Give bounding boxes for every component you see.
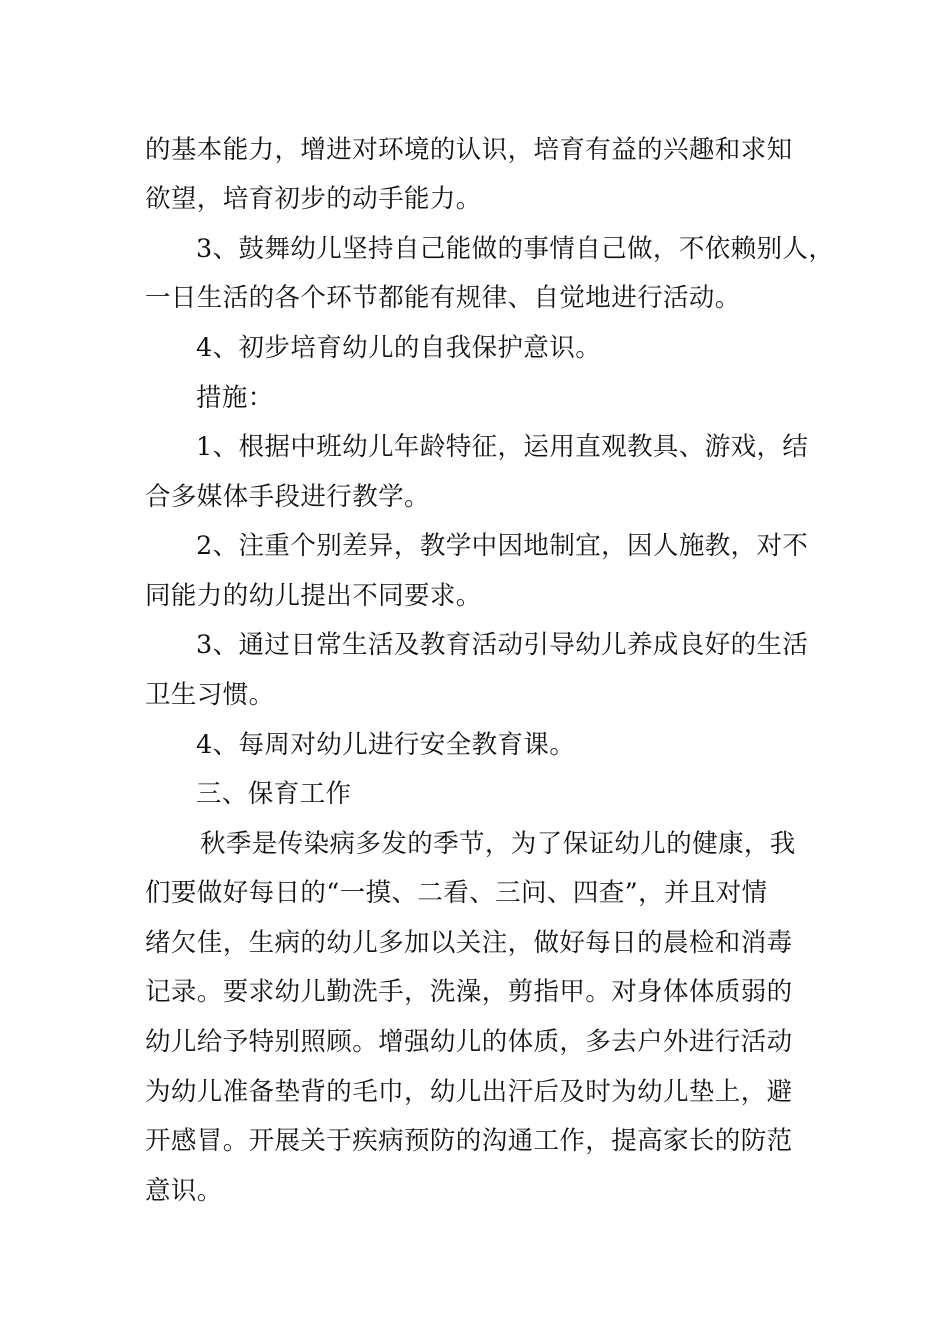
text-line-8: 合多媒体手段进行教学。 — [145, 482, 430, 512]
text-line-17: 绪欠佳，生病的幼儿多加以关注，做好每日的晨检和消毒 — [145, 928, 793, 958]
text-line-12: 卫生习惯。 — [145, 680, 275, 710]
text-line-1: 的基本能力，增进对环境的认识，培育有益的兴趣和求知 — [145, 135, 793, 165]
text-line-20: 为幼儿准备垫背的毛巾，幼儿出汗后及时为幼儿垫上，避 — [145, 1077, 793, 1107]
text-line-3: 3、鼓舞幼儿坚持自己能做的事情自己做，不依赖别人， — [196, 234, 835, 264]
text-line-7: 1、根据中班幼儿年龄特征，运用直观教具、游戏，结 — [196, 432, 809, 462]
text-line-16: 们要做好每日的“一摸、二看、三问、四查”，并且对情 — [145, 878, 768, 908]
text-line-2: 欲望，培育初步的动手能力。 — [145, 184, 482, 214]
text-line-22: 意识。 — [145, 1176, 223, 1206]
text-line-5: 4、初步培育幼儿的自我保护意识。 — [196, 333, 602, 363]
text-line-15: 秋季是传染病多发的季节，为了保证幼儿的健康，我 — [200, 829, 796, 859]
text-line-4: 一日生活的各个环节都能有规律、自觉地进行活动。 — [145, 283, 741, 313]
text-line-6: 措施： — [196, 383, 274, 413]
text-line-13: 4、每周对幼儿进行安全教育课。 — [196, 730, 576, 760]
text-line-9: 2、注重个别差异，教学中因地制宜，因人施教，对不 — [196, 531, 809, 561]
text-line-10: 同能力的幼儿提出不同要求。 — [145, 581, 482, 611]
section-heading: 三、保育工作 — [196, 779, 352, 809]
text-line-19: 幼儿给予特别照顾。增强幼儿的体质，多去户外进行活动 — [145, 1027, 793, 1057]
text-line-21: 开感冒。开展关于疾病预防的沟通工作，提高家长的防范 — [145, 1126, 793, 1156]
text-line-11: 3、通过日常生活及教育活动引导幼儿养成良好的生活 — [196, 630, 809, 660]
text-line-18: 记录。要求幼儿勤洗手，洗澡，剪指甲。对身体体质弱的 — [145, 977, 793, 1007]
